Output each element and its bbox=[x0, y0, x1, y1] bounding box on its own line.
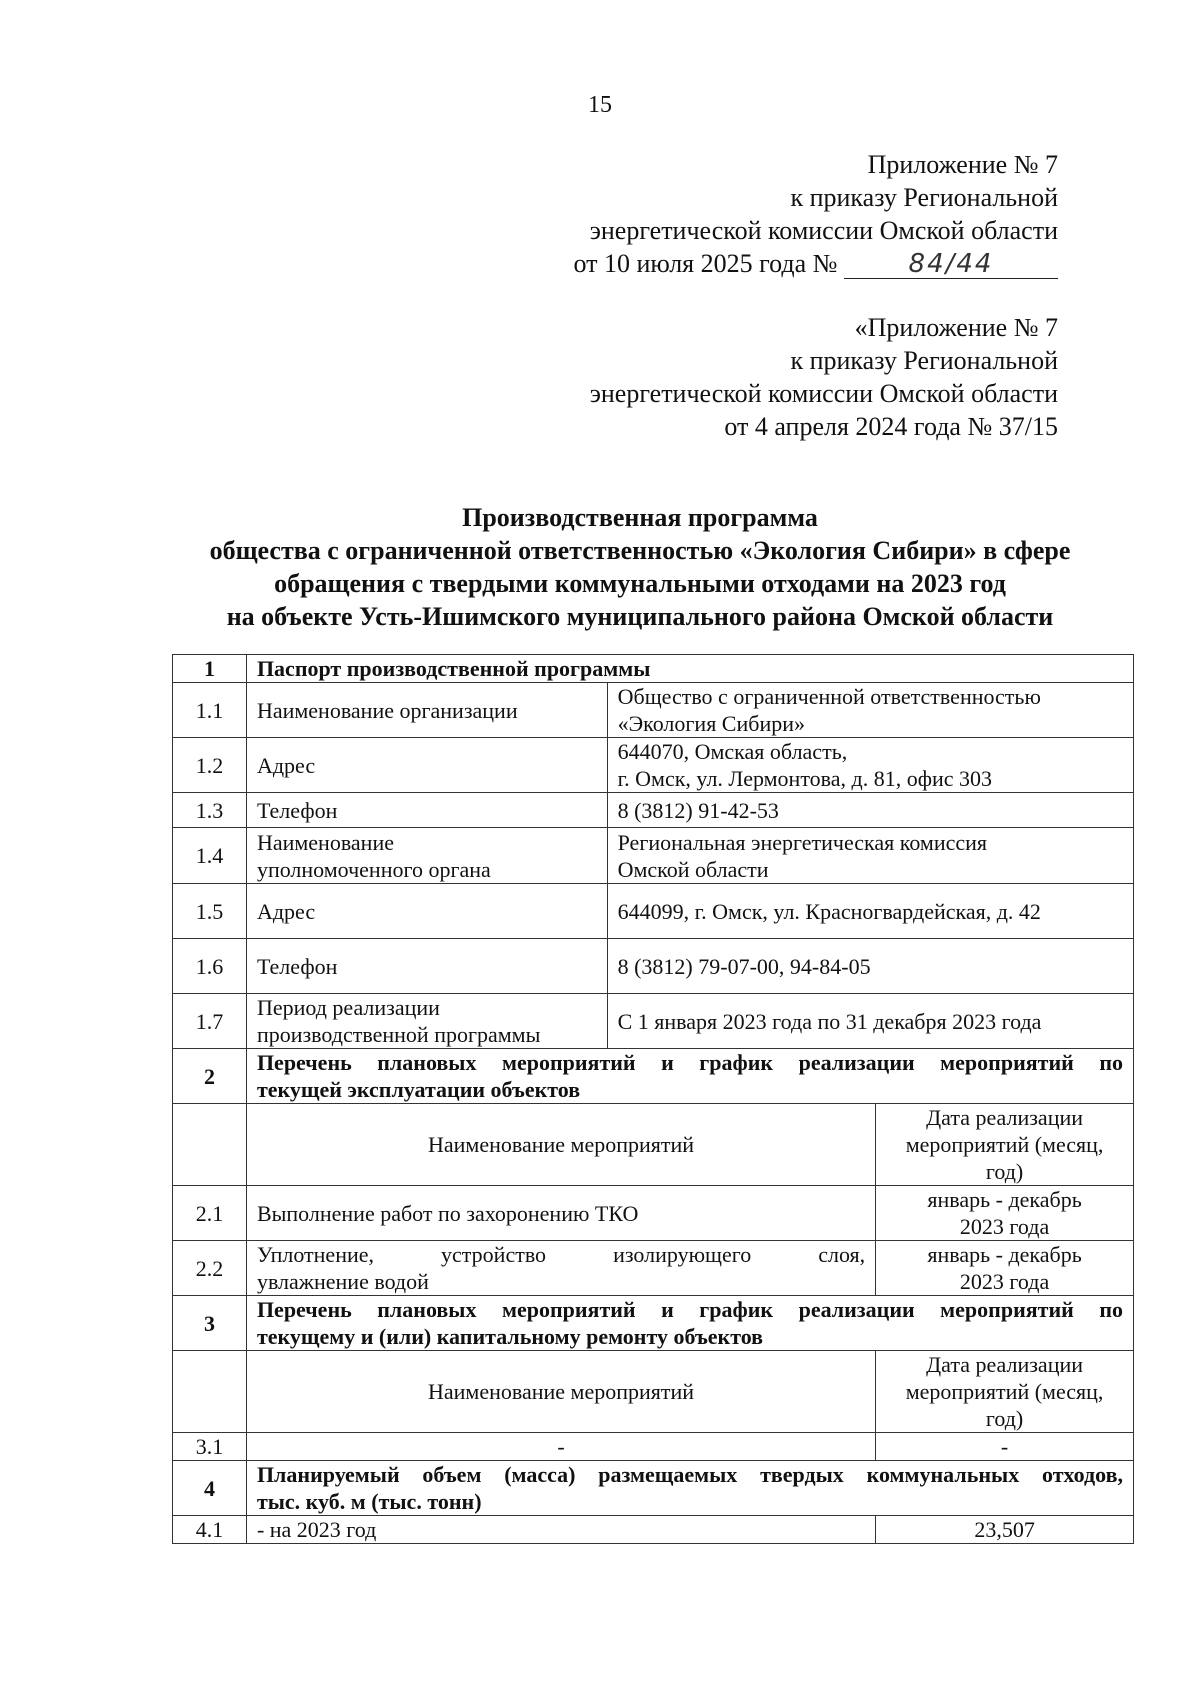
column-header-name: Наименование мероприятий bbox=[246, 1104, 875, 1186]
production-program-table bbox=[172, 654, 1134, 1544]
section-title-line: Перечень плановых мероприятий и график реализации мероприятий по bbox=[256, 1297, 1123, 1322]
row-value-line: Региональная энергетическая комиссия bbox=[617, 829, 988, 855]
table-row bbox=[173, 884, 1134, 939]
row-value: 23,507 bbox=[876, 1516, 1134, 1544]
table-row bbox=[173, 828, 1134, 884]
column-header-date bbox=[876, 1351, 1134, 1433]
row-number: 2.2 bbox=[173, 1241, 247, 1296]
row-number: 1.3 bbox=[173, 793, 247, 828]
section-number: 1 bbox=[173, 655, 247, 683]
section-number: 2 bbox=[173, 1049, 247, 1104]
row-value-line: Общество с ограниченной ответственностью bbox=[617, 684, 1041, 709]
appendix-new-line-1: Приложение № 7 bbox=[867, 150, 1058, 179]
title-line-4: на объекте Усть-Ишимского муниципального района Омской области bbox=[226, 602, 1054, 631]
column-header-date-line: год) bbox=[985, 1406, 1024, 1431]
appendix-new-line-4 bbox=[574, 247, 1059, 280]
row-number: 1.7 bbox=[173, 994, 247, 1049]
row-label: Телефон bbox=[246, 939, 607, 994]
row-date-line: 2023 года bbox=[959, 1214, 1050, 1239]
row-label-line: Наименование bbox=[256, 829, 394, 855]
section-title-line: текущей эксплуатации объектов bbox=[256, 1077, 581, 1102]
row-name-line: Уплотнение, устройство изолирующего слоя, bbox=[256, 1242, 866, 1267]
row-date bbox=[876, 1186, 1134, 1241]
row-label: Адрес bbox=[246, 884, 607, 939]
row-number: 2.1 bbox=[173, 1186, 247, 1241]
row-number: 1.4 bbox=[173, 828, 247, 884]
row-value: 644099, г. Омск, ул. Красногвардейская, д. 42 bbox=[607, 884, 1133, 939]
appendix-old-line-3: энергетической комиссии Омской области bbox=[589, 379, 1058, 408]
row-label bbox=[246, 994, 607, 1049]
column-header-date-line: мероприятий (месяц, bbox=[905, 1379, 1104, 1404]
section-title: Паспорт производственной программы bbox=[246, 655, 1133, 683]
row-value: 8 (3812) 79-07-00, 94-84-05 bbox=[607, 939, 1133, 994]
row-label-line: уполномоченного органа bbox=[256, 856, 491, 882]
row-name: - bbox=[246, 1433, 875, 1461]
title-line-2: общества с ограниченной ответственностью «Экология Сибири» в сфере bbox=[209, 536, 1071, 565]
row-name-line: увлажнение водой bbox=[256, 1269, 429, 1294]
row-value: 8 (3812) 91-42-53 bbox=[607, 793, 1133, 828]
section-title-line: Перечень плановых мероприятий и график реализации мероприятий по bbox=[256, 1050, 1123, 1075]
title-line-3: обращения с твердыми коммунальными отходами на 2023 год bbox=[274, 569, 1006, 598]
section-title bbox=[246, 1049, 1133, 1104]
section-header-row bbox=[173, 1461, 1134, 1516]
appendix-old-line-1: «Приложение № 7 bbox=[854, 313, 1058, 342]
appendix-new-line-2: к приказу Региональной bbox=[790, 183, 1058, 212]
section-title bbox=[246, 1461, 1133, 1516]
document-title bbox=[150, 501, 1130, 633]
column-header-name: Наименование мероприятий bbox=[246, 1351, 875, 1433]
row-value-line: Омской области bbox=[617, 856, 769, 882]
column-header-date-line: Дата реализации bbox=[926, 1105, 1084, 1130]
row-label: Наименование организации bbox=[246, 683, 607, 738]
row-value bbox=[607, 828, 1133, 884]
section-header-row bbox=[173, 655, 1134, 683]
row-date bbox=[876, 1241, 1134, 1296]
table-row bbox=[173, 994, 1134, 1049]
row-label: Телефон bbox=[246, 793, 607, 828]
row-label-line: производственной программы bbox=[256, 1022, 541, 1047]
column-header-date bbox=[876, 1104, 1134, 1186]
row-value: С 1 января 2023 года по 31 декабря 2023 года bbox=[607, 994, 1133, 1049]
appendix-header-old bbox=[590, 311, 1058, 443]
row-number: 1.6 bbox=[173, 939, 247, 994]
table-row bbox=[173, 1186, 1134, 1241]
section-number: 4 bbox=[173, 1461, 247, 1516]
page-number: 15 bbox=[588, 92, 612, 118]
row-value bbox=[607, 683, 1133, 738]
row-name: - на 2023 год bbox=[246, 1516, 875, 1544]
row-name bbox=[246, 1241, 875, 1296]
section-title-line: тыс. куб. м (тыс. тонн) bbox=[256, 1489, 482, 1514]
row-number: 4.1 bbox=[173, 1516, 247, 1544]
column-header-date-line: Дата реализации bbox=[926, 1352, 1084, 1377]
row-value-line: 644070, Омская область, bbox=[617, 739, 848, 764]
row-value-line: «Экология Сибири» bbox=[617, 711, 805, 736]
row-name: Выполнение работ по захоронению ТКО bbox=[246, 1186, 875, 1241]
row-value bbox=[607, 738, 1133, 793]
empty-cell bbox=[173, 1104, 247, 1186]
section-number: 3 bbox=[173, 1296, 247, 1351]
row-number: 1.1 bbox=[173, 683, 247, 738]
row-number: 3.1 bbox=[173, 1433, 247, 1461]
section-title bbox=[246, 1296, 1133, 1351]
appendix-old-line-2: к приказу Региональной bbox=[790, 346, 1058, 375]
section-header-row bbox=[173, 1049, 1134, 1104]
title-line-1: Производственная программа bbox=[462, 503, 818, 532]
row-label: Адрес bbox=[246, 738, 607, 793]
table-row bbox=[173, 793, 1134, 828]
table-row bbox=[173, 1516, 1134, 1544]
column-header-date-line: мероприятий (месяц, bbox=[905, 1132, 1104, 1157]
row-date-line: январь - декабрь bbox=[927, 1187, 1082, 1212]
appendix-old-line-4: от 4 апреля 2024 года № 37/15 bbox=[724, 412, 1058, 441]
table-row bbox=[173, 939, 1134, 994]
row-date-line: январь - декабрь bbox=[927, 1242, 1082, 1267]
table-row bbox=[173, 683, 1134, 738]
row-number: 1.2 bbox=[173, 738, 247, 793]
column-header-date-line: год) bbox=[985, 1159, 1024, 1184]
row-label-line: Период реализации bbox=[256, 995, 440, 1020]
row-value-line: г. Омск, ул. Лермонтова, д. 81, офис 303 bbox=[617, 766, 992, 791]
empty-cell bbox=[173, 1351, 247, 1433]
handwritten-order-number: 84/44 bbox=[844, 250, 1058, 279]
table-row bbox=[173, 1433, 1134, 1461]
section-header-row bbox=[173, 1296, 1134, 1351]
row-number: 1.5 bbox=[173, 884, 247, 939]
appendix-new-line-3: энергетической комиссии Омской области bbox=[589, 216, 1058, 245]
row-date: - bbox=[876, 1433, 1134, 1461]
section-title-line: Планируемый объем (масса) размещаемых твердых коммунальных отходов, bbox=[256, 1462, 1123, 1487]
table-row bbox=[173, 738, 1134, 793]
row-date-line: 2023 года bbox=[959, 1269, 1050, 1294]
appendix-new-date: от 10 июля 2025 года № bbox=[573, 249, 838, 278]
table-subheader-row bbox=[173, 1104, 1134, 1186]
row-label bbox=[246, 828, 607, 884]
table-row bbox=[173, 1241, 1134, 1296]
section-title-line: текущему и (или) капитальному ремонту объектов bbox=[256, 1324, 764, 1349]
table-subheader-row bbox=[173, 1351, 1134, 1433]
appendix-header-new bbox=[574, 148, 1059, 280]
